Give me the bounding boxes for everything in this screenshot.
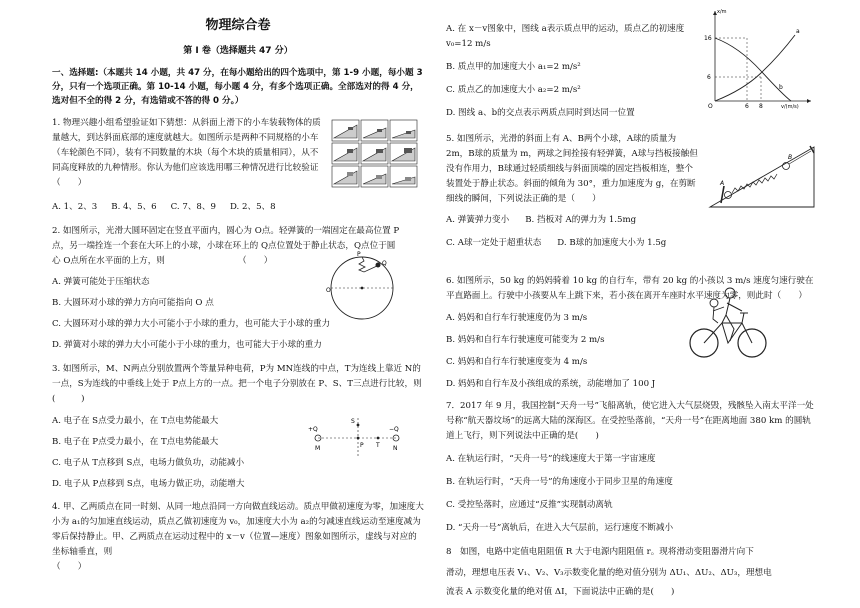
q4-fig-y16: 16 [704,35,712,42]
q1-inclines-figure [331,119,419,189]
q5-stem: 5. 如图所示，光滑的斜面上有 A、B两个小球，A球的质量为 2m，B球的质量为 m，两球之间拴接有轻弹簧，A球与挡板接触但没有作用力，B球通过轻质细线与斜面顶端的固定挡板相连，整个装置处于静止状态。斜面的倾角为 30°，重力加速度为 g，在剪断细线的瞬间，下列说法正确的是（ ） [446,134,698,204]
page-subtitle: 第 I 卷（选择题共 47 分） [183,46,293,56]
q3-fig-s: S [351,418,355,425]
q4-option-b[interactable]: B. 质点甲的加速度大小 a₁=2 m/s² [446,62,581,72]
section-instructions: 一、选择题:（本题共 14 小题，共 47 分，在每小题给出的四个选项中，第 1-9 小题，每小题 3 分，只有一个选项正确。第 10-14 小题，每小题 4 分，有多个选项正确。全部选对的得 4 分，选对但不全的得 2 分，有选错或不答的得 0 分。） [52,68,423,106]
q4-xv-graph [703,5,818,109]
question-7 [446,399,816,536]
q4-fig-b: b [779,84,783,91]
q4-fig-x8: 8 [759,103,763,109]
q2-option-d[interactable]: D. 弹簧对小球的弹力大小可能小于小球的重力，也可能大于小球的重力 [52,340,322,350]
q3-fig-plus: +Q [308,426,318,433]
q5-incline-figure [706,133,818,211]
q7-option-b[interactable]: B. 在轨运行时，“天舟一号”的角速度小于同步卫星的角速度 [446,477,673,487]
q8-line1: 8 如图，电路中定值电阻阻值 R 大于电源内阻阻值 r。现将滑动变阻器滑片向下 [446,547,754,557]
q1-options [52,200,424,215]
q4-stem: 4. 甲、乙两质点在同一时刻、从同一地点沿同一方向做直线运动。质点甲做初速度为零，加速度大小为 a₁的匀加速直线运动，质点乙做初速度为 v₀，加速度大小为 a₂的匀减速直线运动至速度减为零后保持静止。甲、乙两质点在运动过程中的 x－v（位置—速度）图象如图所示，虚线与对应的坐标轴垂直，则 [52,502,424,557]
q6-stem: 6. 如图所示，50 kg 的妈妈骑着 10 kg 的自行车，带有 20 kg 的小孩以 3 m/s 速度匀速行驶在平直路面上。行驶中小孩要从车上跳下来，若小孩在离开车座时水平速度为零，则此时（ ） [446,276,814,301]
q6-option-c[interactable]: C. 妈妈和自行车行驶速度变为 4 m/s [446,357,588,367]
q2-option-a[interactable]: A. 弹簧可能处于压缩状态 [52,277,150,287]
svg-text:O: O [326,287,331,294]
q3-option-d[interactable]: D. 电子从 P点移到 S点，电场力做正功，动能增大 [52,479,245,489]
q3-option-b[interactable]: B. 电子在 P点受力最小，在 T点电势能最大 [52,437,219,447]
q2-stem: 2. 如图所示，光滑大圆环固定在竖直平面内，圆心为 O点。轻弹簧的一端固定在最高位置 P点，另一端拴连一个套在大环上的小球，小球在环上的 Q点位置处于静止状态，Q点位于圆心 O点所在水平面的上方，则 （ ） [52,226,400,266]
q5-options-row1 [446,213,816,228]
q5-option-a[interactable]: A. 弹簧弹力变小 [446,215,510,225]
q5-option-b[interactable]: B. 挡板对 A的弹力为 1.5mg [525,215,637,225]
question-4 [52,500,424,575]
q7-option-d[interactable]: D. “天舟一号”离轨后，在进入大气层前，运行速度不断减小 [446,523,674,533]
q3-charges-figure [306,414,410,460]
q5-option-d[interactable]: D. B球的加速度大小为 1.5g [557,238,667,248]
q6-option-a[interactable]: A. 妈妈和自行车行驶速度仍为 3 m/s [446,313,588,323]
q7-stem: 7．2017 年 9 月，我国控制“天舟一号”飞船离轨，使它进入大气层烧毁，残骸坠入南太平洋一处号称“航天器坟场”的远离大陆的深海区。在受控坠落前，“天舟一号”在距离地面 380 km 的圆轨道上飞行，则下列说法中正确的是( ) [446,401,814,441]
q4-fig-origin: O [708,103,713,109]
q1-option-d[interactable]: D. 2、5、8 [229,202,276,212]
svg-text:P: P [357,251,361,258]
q3-option-c[interactable]: C. 电子从 T点移到 S点，电场力做负功，动能减小 [52,458,245,468]
q4-fig-a: a [796,28,800,35]
q1-option-a[interactable]: A. 1、2、3 [52,202,98,212]
question-4-options [446,22,704,121]
q4-option-a[interactable]: A. 在 x－v图象中，图线 a表示质点甲的运动，质点乙的初速度 v₀=12 m/s [446,24,685,49]
q3-fig-p: P [360,442,364,449]
question-8 [446,545,816,600]
q2-option-c[interactable]: C. 大圆环对小球的弹力大小可能小于小球的重力，也可能大于小球的重力 [52,319,331,329]
q6-option-b[interactable]: B. 妈妈和自行车行驶速度可能变为 2 m/s [446,335,605,345]
q6-bicycle-figure [686,283,772,363]
q4-stem-tail: （ ） [52,562,87,572]
q5-fig-a: A [720,180,725,187]
q4-fig-xlabel: v/(m/s) [781,104,799,109]
q1-stem: 1. 物理兴趣小组希望验证如下猜想：从斜面上滑下的小车装载物体的质量越大，到达斜面底部的速度就越大。如图所示是两种不同规格的小车（车轮颜色不同），装有不同数量的木块（每个木块的质量相同），从不同高度释放的九种情形。你认为他们应该选用哪三种情况进行比较验证（ ） [52,118,321,188]
q3-fig-n: N [393,445,398,452]
q3-fig-m: M [315,445,321,452]
q4-option-d[interactable]: D. 图线 a、b的交点表示两质点同时到达同一位置 [446,108,635,118]
q7-option-a[interactable]: A. 在轨运行时，“天舟一号”的线速度大于第一宇宙速度 [446,454,656,464]
svg-text:Q: Q [382,260,387,267]
q2-ring-figure [326,250,396,324]
q8-line3: 流表 A 示数变化量的绝对值 ΔI，下面说法中正确的是( ) [446,587,675,597]
q5-fig-b: B [788,154,793,161]
q7-option-c[interactable]: C. 受控坠落时，应通过“反推”实现制动离轨 [446,500,613,510]
q3-option-a[interactable]: A. 电子在 S点受力最小，在 T点电势能最大 [52,416,219,426]
q5-option-c[interactable]: C. A球一定处于超重状态 [446,238,542,248]
q1-option-b[interactable]: B. 4、5、6 [111,202,157,212]
q3-fig-t: T [376,442,380,449]
q6-option-d[interactable]: D. 妈妈和自行车及小孩组成的系统，动能增加了 100 J [446,379,656,389]
q5-options-row2 [446,236,816,251]
q1-option-c[interactable]: C. 7、8、9 [170,202,216,212]
q3-fig-minus: −Q [389,426,399,433]
incline-panel [332,120,417,187]
q4-fig-x6: 6 [745,103,749,109]
q2-option-b[interactable]: B. 大圆环对小球的弹力方向可能指向 O 点 [52,298,214,308]
q3-stem: 3. 如图所示，M、N两点分别放置两个等量异种电荷，P为 MN连线的中点，T为连线上靠近 N的一点，S为连线的中垂线上处于 P点上方的一点。把一个电子分别放在 P、S、T三点进行比较，则( ) [52,364,422,404]
q8-line2: 滑动，理想电压表 V₁、V₂、V₃示数变化量的绝对值分别为 ΔU₁、ΔU₂、ΔU₃，理想电 [446,568,772,578]
q4-option-c[interactable]: C. 质点乙的加速度大小 a₂=2 m/s² [446,85,581,95]
q4-fig-y6: 6 [707,74,711,81]
page-title: 物理综合卷 [205,18,271,33]
q4-fig-ylabel: x/m [717,9,727,15]
